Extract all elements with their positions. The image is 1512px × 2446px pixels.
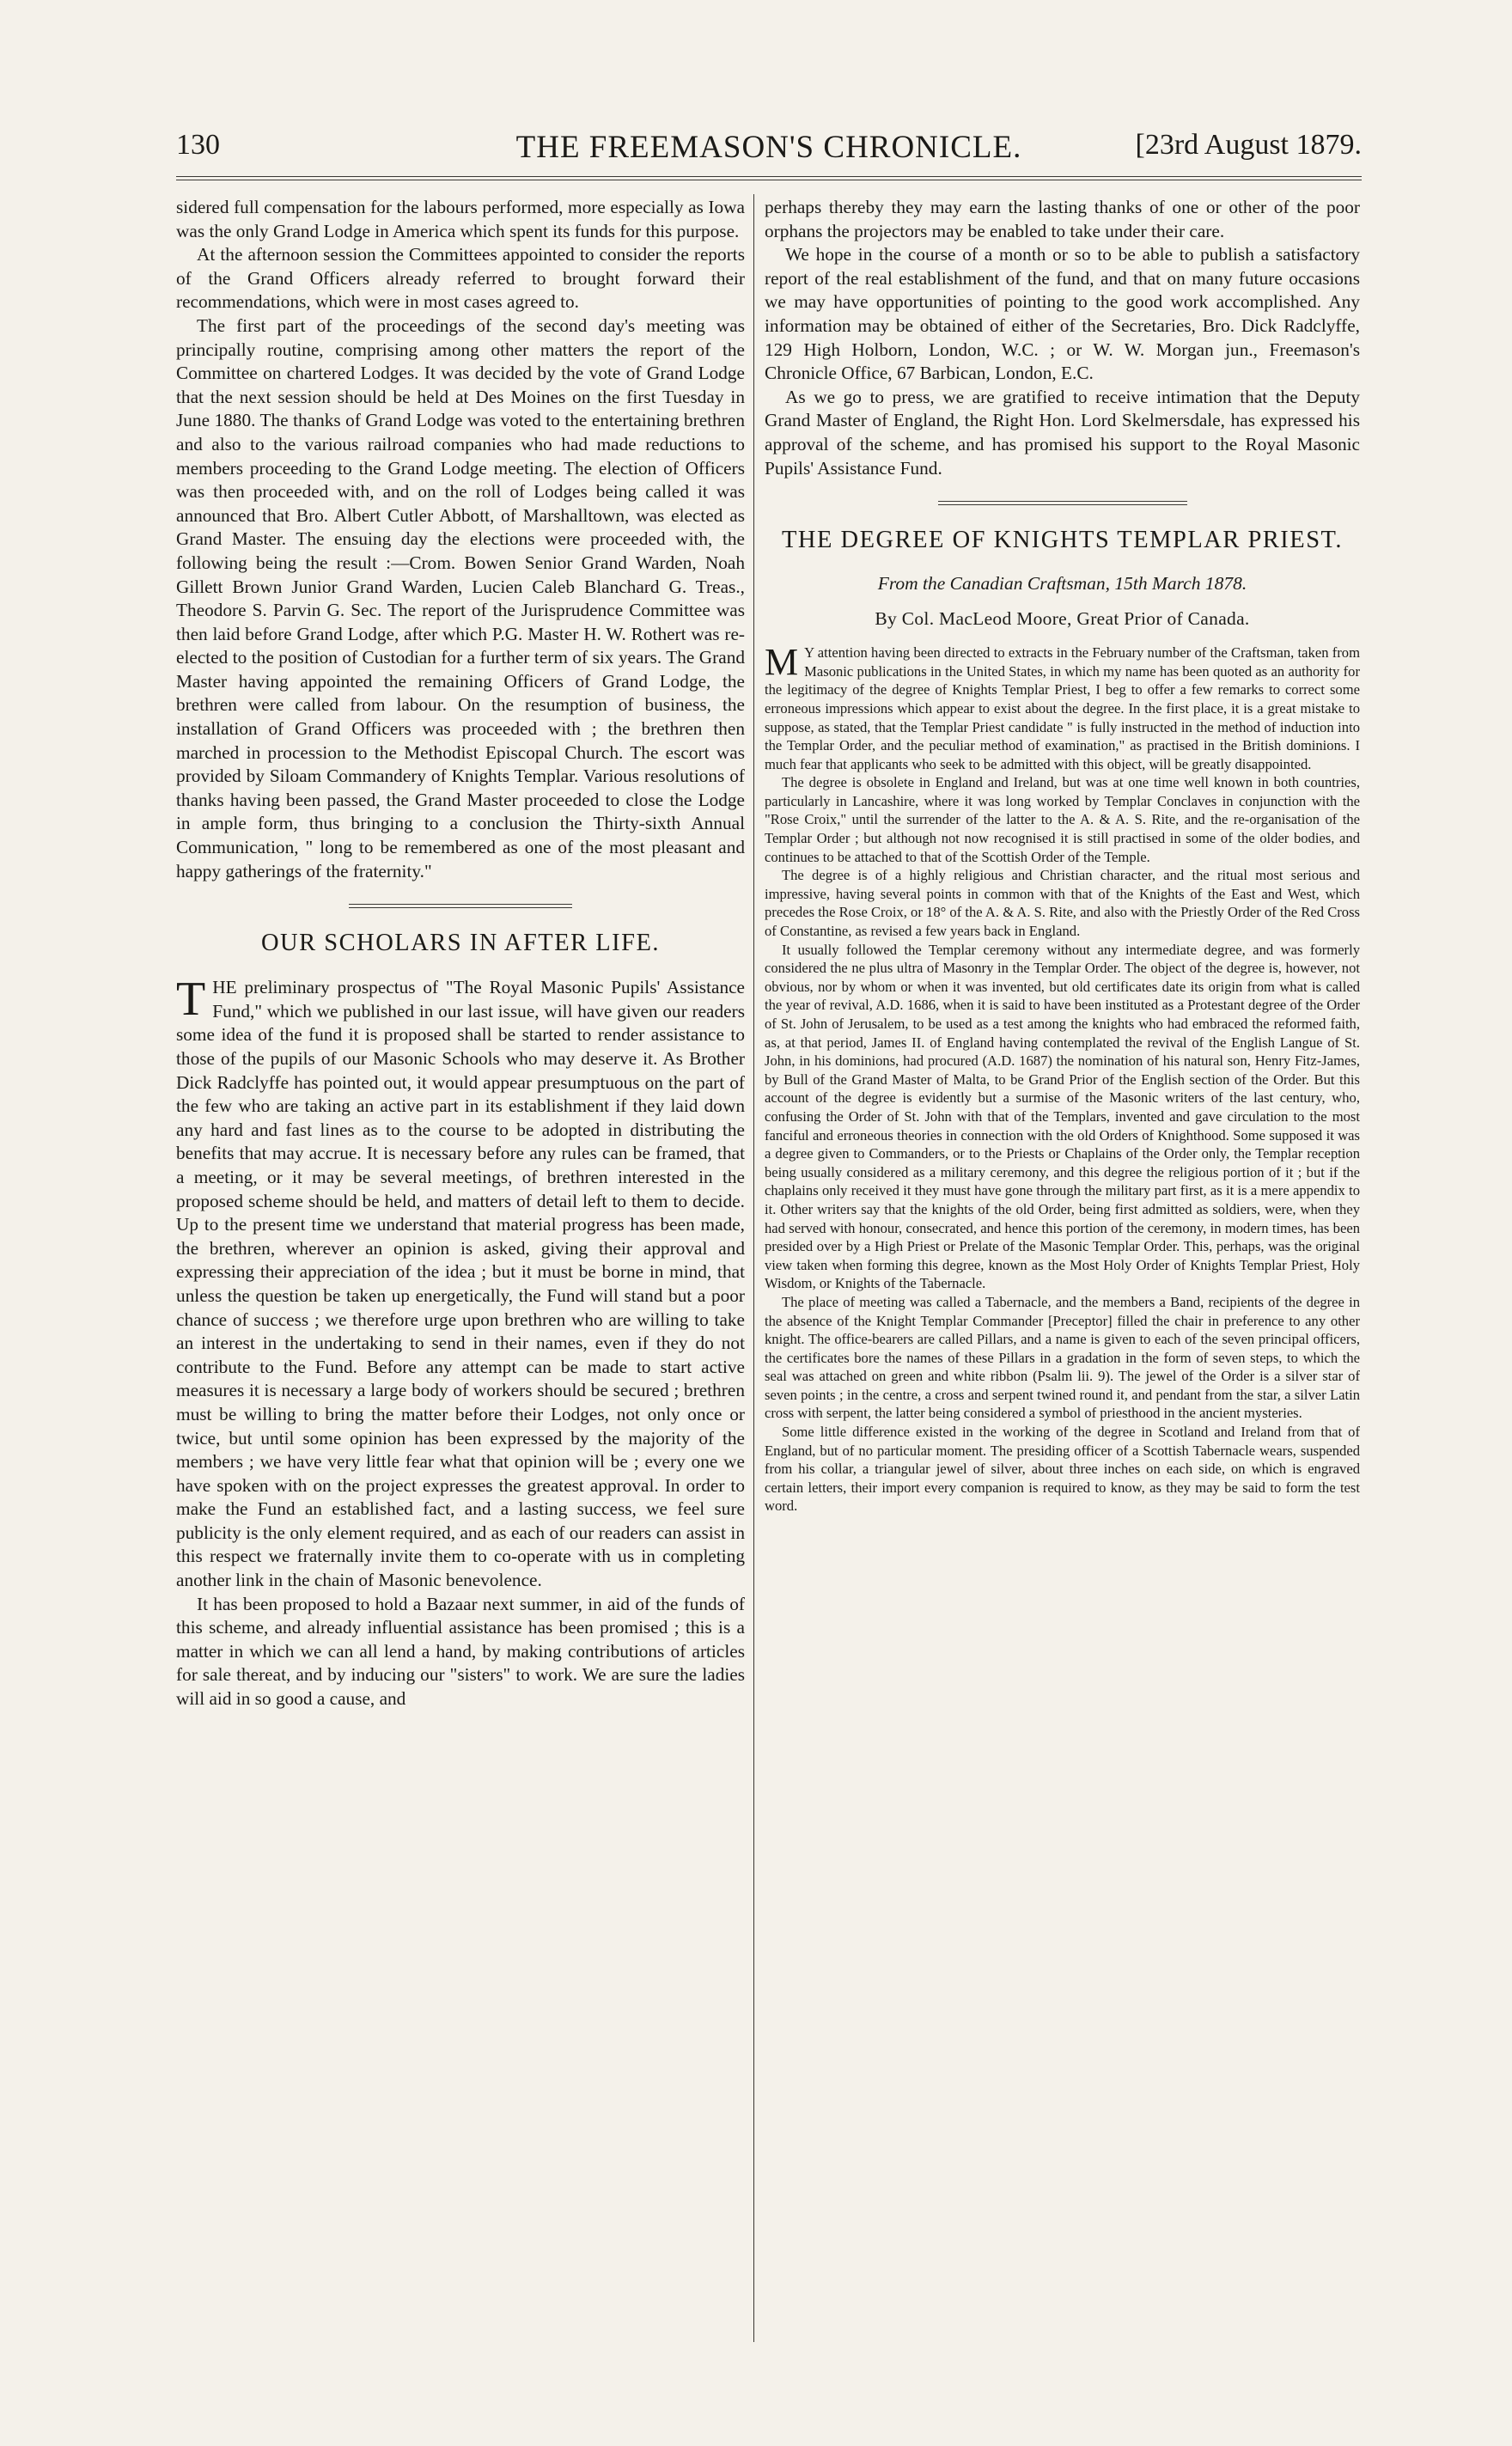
ktp-paragraph: The degree is of a highly religious and Christian character, and the ritual most serious and impressive, having several points in common with that of the Knights of the East and West, which precedes the Rose Croix, or 18° of the A. & A. S. Rite, and also with the Priestly Order of the Red Cross of Constantine, as revised a few years back in England.: [765, 867, 1360, 940]
fund-continuation-paragraph: perhaps thereby they may earn the lasting thanks of one or other of the poor orphans the projectors may be enabled to take under their care.: [765, 197, 1360, 241]
ktp-section-title: THE DEGREE OF KNIGHTS TEMPLAR PRIEST.: [782, 527, 1343, 554]
ktp-paragraph: The place of meeting was called a Tabernacle, and the members a Band, recipients of the degree in the absence of the Knight Templar Commander [Preceptor] filled the chair in preference to any other knight. The office-bearers are called Pillars, and a name is given to each of the seven principal officers, the certificates bore the names of these Pillars in a gradation in the form of seven steps, to which the seal was attached on green and white ribbon (Psalm lii. 9). The jewel of the Order is a silver star of seven points ; in the centre, a cross and serpent twined round it, and pendant from the star, a silver Latin cross with serpent, the latter being considered a symbol of priesthood in the ancient mysteries.: [765, 1293, 1360, 1422]
article-continuation-paragraph: The first part of the proceedings of the second day's meeting was principally routine, comprising among other matters the report of the Committee on chartered Lodges. It was decided by the vote of Grand Lodge that the next session should be held at Des Moines on the first Tuesday in June 1880. The thanks of Grand Lodge was voted to the entertaining brethren and also to the various railroad companies who had made reductions to members proceeding to the Grand Lodge meeting. The election of Officers was then proceeded with, and on the roll of Lodges being called it was announced that Bro. Albert Cutler Abbott, of Marshalltown, was elected as Grand Master. The ensuing day the elections were proceeded with, the following being the result :—Crom. Bowen Senior Grand Warden, Noah Gillett Brown Junior Grand Warden, Lucien Caleb Blanchard G. Treas., Theodore S. Parvin G. Sec. The report of the Jurisprudence Committee was then laid before Grand Lodge, after which P.G. Master H. W. Rothert was re-elected to the position of Custodian for a further term of six years. The Grand Master having appointed the remaining Officers of Grand Lodge, the brethren were called from labour. On the resumption of business, the installation of Grand Officers was proceeded with ; the brethren then marched in procession to the Methodist Episcopal Church. The escort was provided by Siloam Commandery of Knights Templar. Various resolutions of thanks having been passed, the Grand Master proceeded to close the Lodge in ample form, thus bringing to a conclusion the Thirty-sixth Annual Communication, " long to be remembered as one of the most pleasant and happy gatherings of the fraternity.": [176, 314, 745, 881]
scholars-paragraph: HE preliminary prospectus of "The Royal Masonic Pupils' Assistance Fund," which we published in our last issue, will have given our readers some idea of the fund it is proposed shall be started to render assistance to those of the pupils of our Masonic Schools who may deserve it. As Brother Dick Radclyffe has pointed out, it would appear presumptuous on the part of the few who are taking an active part in its establishment if they laid down any hard and fast lines as to the course to be adopted in distributing the benefits that may accrue. It is necessary before any rules can be framed, that a meeting, or it may be several meetings, of brethren interested in the proposed scheme should be held, and matters of detail left to them to decide. Up to the present time we understand that material progress has been made, the brethren, wherever an opinion is asked, giving their approval and expressing their appreciation of the idea ; but it must be borne in mind, that unless the question be taken up energetically, the Fund will stand but a poor chance of success ; we therefore urge upon brethren who are willing to take an interest in the undertaking to send in their names, even if they do not contribute to the Fund. Before any attempt can be made to start active measures it is necessary a large body of workers should be secured ; brethren must be willing to bring the matter before their Lodges, not only once or twice, but until some opinion has been expressed by the majority of the members ; we have very little fear what that opinion will be ; every one we have spoken with on the project expresses the greatest approval. In order to make the Fund an established fact, and a lasting success, we feel sure publicity is the only element required, and as each of our readers can assist in this respect we fraternally invite them to co-operate with us in completing another link in the chain of Masonic benevolence.: [176, 977, 745, 1591]
scholars-article-body: [176, 976, 745, 1592]
issue-date: [23rd August 1879.: [1135, 129, 1362, 161]
ktp-paragraph: It usually followed the Templar ceremony without any intermediate degree, and was formerly considered the ne plus ultra of Masonry in the Templar Order. The object of the degree is, however, not obvious, nor by whom or when it was invented, but old certificates date its origin from what is called the year of revival, A.D. 1686, when it is said to have been instituted as a Protestant degree of the Order of St. John of Jerusalem, to be used as a test among the knights who had embraced the reformed faith, as, at that period, James II. of England having contemplated the revival of the English Langue of St. John, in his dominions, had procured (A.D. 1687) the nomination of his natural son, Henry Fitz-James, by Bull of the Grand Master of Malta, to be Grand Prior of the English section of the Order. But this account of the degree is evidently but a surmise of the Masonic writers of the last century, who, confusing the Order of St. John with that of the Templars, invented and gave circulation to the most fanciful and erroneous theories in connection with the old Orders of Knighthood. Some supposed it was a degree given to Commanders, or to the Priests or Chaplains of the Order only, the Templar reception being usually considered as a military ceremony, and this degree the religious portion of it ; but if the chaplains only received it they must have gone through the military part first, as it is a mere appendix to it. Other writers say that the knights of the old Order, being first admitted as soldiers, were, when they had served with honour, consecrated, and hence this portion of the ceremony, in modern times, has been presided over by a High Priest or Prelate of the Masonic Templar Order. This, perhaps, was the original view taken when forming this degree, known as the Most Holy Order of Knights Templar Priest, Holy Wisdom, or Knights of the Tabernacle.: [765, 941, 1360, 1292]
ktp-byline: By Col. MacLeod Moore, Great Prior of Canada.: [875, 608, 1250, 630]
right-column: [765, 196, 1360, 2344]
ktp-article-body: [765, 644, 1360, 773]
ktp-source-line: From the Canadian Craftsman, 15th March 1878.: [877, 573, 1247, 595]
scholars-drop-cap: T: [176, 976, 206, 1027]
article-continuation-paragraph: sidered full compensation for the labours performed, more especially as Iowa was the only Grand Lodge in America which spent its funds for this purpose.: [176, 197, 745, 241]
ktp-paragraph: The degree is obsolete in England and Ireland, but was at one time well known in both countries, particularly in Lancashire, where it was long worked by Templar Conclaves in conjunction with the "Rose Croix," until the surrender of the latter to the A. & A. S. Rite, and the re-organisation of the Templar Order ; but although not now recognised it is still practised in some of the older bodies, and continues to be attached to that of the Scottish Order of the Temple.: [765, 774, 1360, 865]
scholars-section-title: OUR SCHOLARS IN AFTER LIFE.: [260, 930, 661, 957]
ktp-paragraph: Y attention having been directed to extracts in the February number of the Craftsman, taken from Masonic publications in the United States, in which my name has been quoted as an authority for the legitimacy of the degree of Knights Templar Priest, I beg to offer a few remarks to correct some erroneous impressions which appear to exist about the degree. In the first place, it is a great mistake to suppose, as stated, that the Templar Priest candidate " is fully instructed in the method of induction into the Templar Order, and the peculiar method of examination," as practised in the British dominions. I much fear that applicants who seek to be admitted with this object, will be greatly disappointed.: [765, 644, 1360, 772]
header-rule: [176, 176, 1362, 177]
section-separator: [938, 501, 1187, 505]
article-continuation-paragraph: At the afternoon session the Committees appointed to consider the reports of the Grand Officers already referred to brought forward their recommendations, which were in most cases agreed to.: [176, 244, 745, 313]
ktp-drop-cap: M: [765, 644, 799, 684]
fund-continuation-paragraph: As we go to press, we are gratified to receive intimation that the Deputy Grand Master of England, the Right Hon. Lord Skelmersdale, has expressed his approval of the scheme, and has promised his support to the Royal Masonic Pupils' Assistance Fund.: [765, 386, 1360, 479]
page-header: [176, 129, 1362, 174]
scholars-paragraph: It has been proposed to hold a Bazaar next summer, in aid of the funds of this scheme, and already influential assistance has been promised ; this is a matter in which we can all lend a hand, by making contributions of articles for sale thereat, and by inducing our "sisters" to work. We are sure the ladies will aid in so good a cause, and: [176, 1593, 745, 1710]
column-divider: [753, 194, 754, 2342]
left-column: [176, 196, 745, 2344]
section-separator: [349, 904, 572, 908]
publication-title: THE FREEMASON'S CHRONICLE.: [515, 130, 1022, 165]
fund-continuation-paragraph: We hope in the course of a month or so to be able to publish a satisfactory report of the real establishment of the fund, and that on many future occasions we may have opportunities of pointing to the good work accomplished. Any information may be obtained of either of the Secretaries, Bro. Dick Radclyffe, 129 High Holborn, London, W.C. ; or W. W. Morgan jun., Freemason's Chronicle Office, 67 Barbican, London, E.C.: [765, 244, 1360, 384]
ktp-paragraph: Some little difference existed in the working of the degree in Scotland and Ireland from that of England, but of no particular moment. The presiding officer of a Scottish Tabernacle wears, suspended from his collar, a triangular jewel of silver, about three inches on each side, on which is engraved certain letters, their import every companion is required to know, as they may be said to form the test word.: [765, 1424, 1360, 1515]
page-number: 130: [176, 129, 220, 161]
